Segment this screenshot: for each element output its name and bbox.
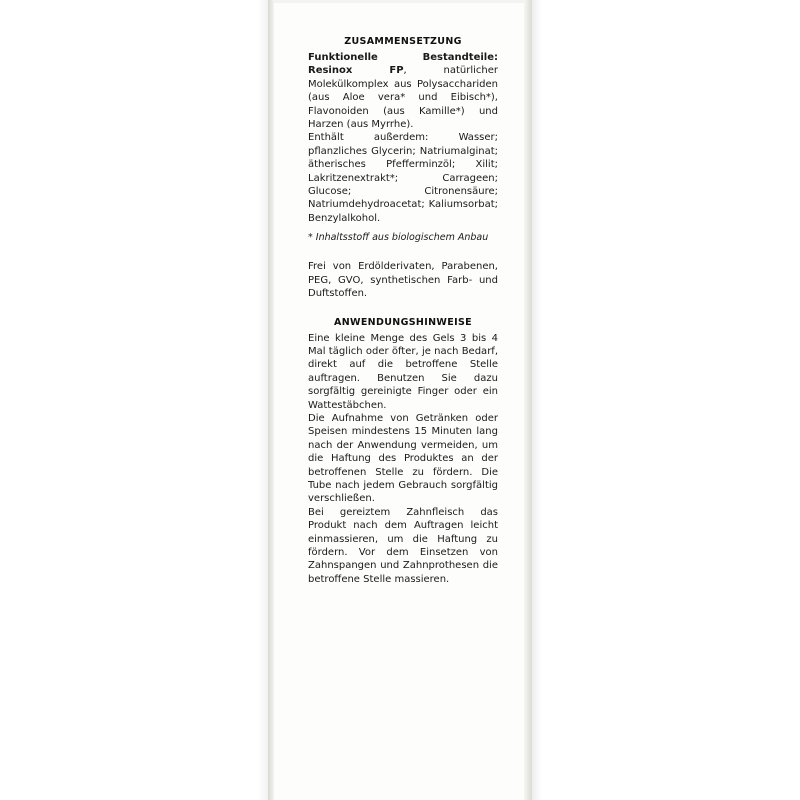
usage-paragraph-3: Bei gereiztem Zahnfleisch das Produkt nach dem Auftragen leicht einmassieren, um die Haftung zu fördern. Vor dem Einsetzen von Zahnspangen und Zahnprothesen die betroffene Stelle massieren. [308, 506, 498, 585]
heading-zusammensetzung: ZUSAMMENSETZUNG [344, 36, 462, 47]
heading-anwendungshinweise: ANWENDUNGSHINWEISE [334, 316, 472, 328]
carton-left-shadow [258, 0, 268, 800]
other-ingredients-paragraph: Enthält außerdem: Wasser; pflanzliches Glycerin; Natriumalginat; ätherisches Pfefferminzöl; Xilit; Lakritzenextrakt*; Carrageen; Glucose; Citronensäure; Natriumdehydroacetat; Kaliumsorbat; Benzylalkohol. [308, 132, 498, 224]
carton-left-edge [268, 0, 274, 800]
functional-ingredients-label: Funktionelle Bestandteile: [308, 52, 498, 63]
free-from-paragraph: Frei von Erdölderivaten, Parabenen, PEG, GVO, synthetischen Farb- und Duftstoffen. [308, 261, 498, 300]
carton-text-panel [308, 36, 498, 586]
resinox-description: , natürlicher Molekülkomplex aus Polysacchariden (aus Aloe vera* und Eibisch*), Flavonoiden (aus Kamille*) und Harzen (aus Myrrhe). [308, 65, 498, 131]
organic-footnote: * Inhaltsstoff aus biologischem Anbau [308, 232, 489, 244]
carton-right-edge [524, 0, 532, 800]
usage-paragraph-2: Die Aufnahme von Getränken oder Speisen mindestens 15 Minuten lang nach der Anwendung vermeiden, um die Haftung des Produktes an der betroffenen Stelle zu fördern. Die Tube nach jedem Gebrauch sorgfältig verschließen. [308, 412, 498, 505]
carton-top-fold [274, 0, 524, 3]
ingredients-paragraph [308, 51, 498, 131]
carton-right-shadow [532, 0, 542, 800]
usage-paragraph-1: Eine kleine Menge des Gels 3 bis 4 Mal täglich oder öfter, je nach Bedarf, direkt auf die betroffene Stelle auftragen. Benutzen Sie dazu sorgfältig gereinigte Finger oder ein Wattestäbchen. [308, 332, 498, 411]
resinox-label: Resinox FP [308, 65, 404, 77]
